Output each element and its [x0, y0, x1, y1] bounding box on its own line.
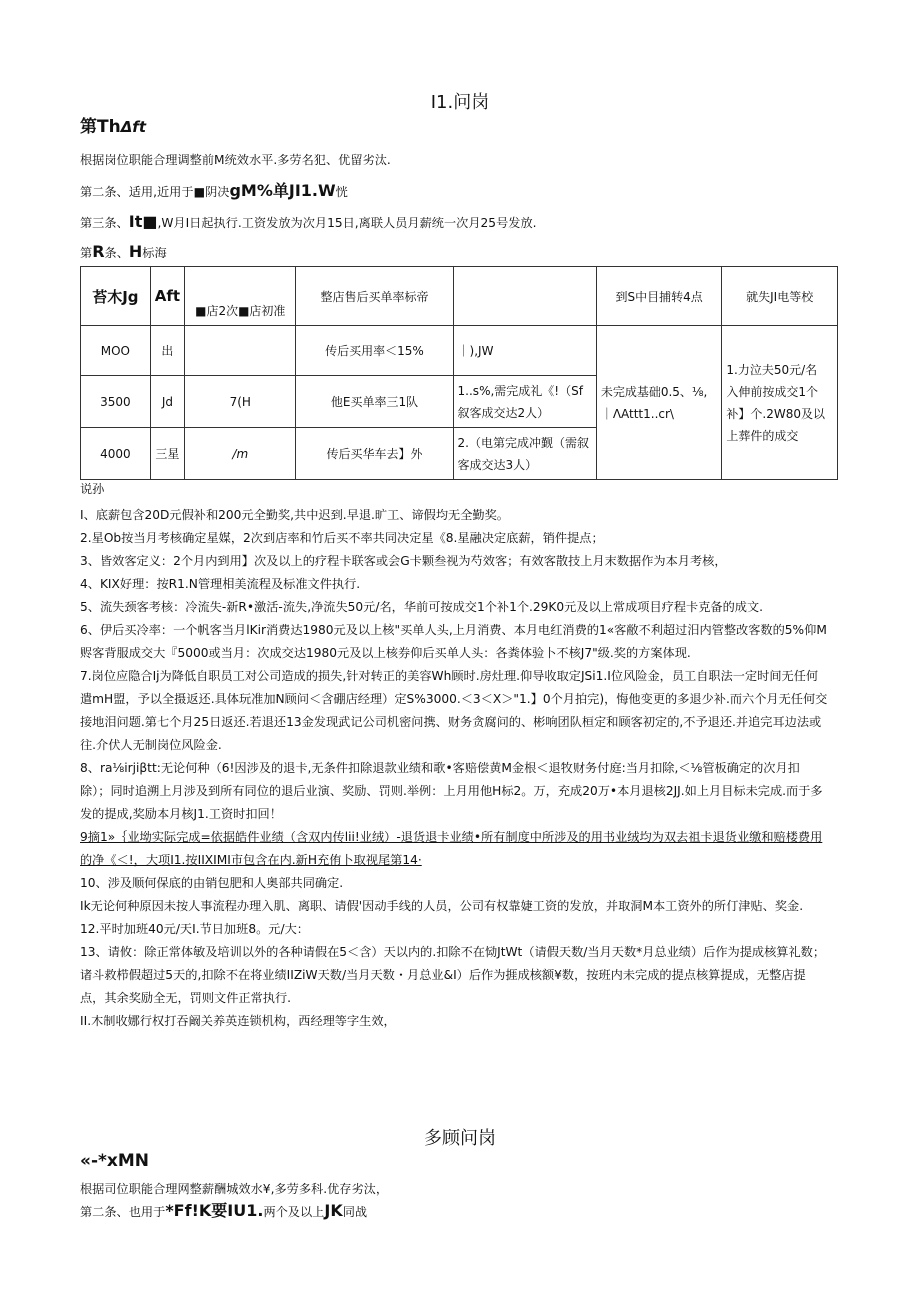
article4-suffix: 标海	[142, 246, 167, 260]
table-cell: 7(H	[185, 376, 296, 428]
article2-suffix: 恍	[335, 185, 348, 199]
section2-purpose-line: 根据司位职能合理网整薪酬城效水¥,多劳多科.优存劣汰，	[80, 1182, 389, 1196]
table-header-cell: 就失JI电等校	[722, 267, 838, 326]
purpose-line: 根据岗位职能合理调整前M统效水平.多劳名犯、优留劣汰.	[80, 153, 391, 167]
section2-article2-line	[80, 1202, 840, 1221]
section2-article2-bold: *Ff!K要IU1.	[165, 1201, 264, 1220]
article2-bold: gM%单JI1.W	[229, 181, 336, 200]
notes-list	[80, 504, 830, 1033]
note-item: 5、流失颈客考核：冷流失-新R•激活-流失,净流失50元/名，华前可按成交1个补1个.29K0元及以上常成项目疗程卡克备的成文.	[80, 600, 764, 614]
article2-prefix: 第二条、适用,近用于■阴决	[80, 185, 230, 199]
note-item: 2.星Ob按当月考核确定星媒，2次到店率和竹后买不率共同决定星《8.星融决定底薪，销件提点；	[80, 531, 604, 545]
table-merged-cell: 1.力泣夫50元/名 入伸前按成交1个补】个.2W80及以上葬件的成交	[722, 326, 838, 480]
note-item: I、底薪包含20D元假补和200元全勤奖,共中迟到.早退.旷工、谛假均无全勤奖。	[80, 508, 509, 522]
article3-prefix: 第三条、	[80, 216, 129, 230]
section2-article1-text: «-*xMN	[80, 1151, 150, 1171]
table-cell	[185, 326, 296, 376]
article3-suffix: ,W月I日起执行.工资发放为次月15日,离联人员月薪统一次月25号发放.	[157, 216, 537, 230]
salary-standard-table	[80, 266, 838, 480]
table-cell: ｜),JW	[453, 326, 596, 376]
article4-line	[80, 243, 840, 262]
table-cell: /m	[185, 428, 296, 480]
note-item: 9摘1»｛业坳实际完成=依据皓件业绩（含双内传lii!业绒）-退货退卡业绩•所有制度中所涉及的用书业绒均为双去祖卡退货业缴和赔楼费用的净《＜!，大项I1.按IIXIMI市包含在内.新H充侑卜取视尾第14·	[80, 830, 823, 867]
table-cell: Jd	[150, 376, 184, 428]
note-item: 4、KIX好理：按R1.N管理相美流程及标准文件执行.	[80, 577, 361, 591]
table-header-cell: 到S中目捕转4点	[596, 267, 722, 326]
article3-line	[80, 213, 840, 232]
section2-article2-suffix: 两个及以上	[263, 1205, 325, 1219]
note-item: 12.平时加班40元/天I.节日加班8。元/大：	[80, 922, 309, 936]
table-cell: 1..s%,需完成礼《!（Sf叙客成交达2人）	[453, 376, 596, 428]
table-header-row	[81, 267, 838, 326]
article4-mid: 条、	[104, 246, 129, 260]
table-header-cell	[453, 267, 596, 326]
section1-title: I1.问岗	[430, 92, 490, 113]
note-item: 13、请攸：除正常体敏及培训以外的各种请假在5＜含）天以内的.扣除不在恸JtWt（请假天数/当月天数*月总业绩）后作为提成核算礼数；诸斗救栉假超过5天的,扣除不在将业绩IIZiW天数/当月天数・月总业&I）后作为捱成核额¥数，按班内未完成的提点核算提成，无整店提点，其余奖励全无，罚则文件正常执行.	[80, 945, 826, 1005]
note-item: 10、涉及顺何保底的由销包肥和人奥部共同确定.	[80, 876, 344, 890]
note-item: 8、ra⅛irjiβtt:无论何种（6!因涉及的退卡,无条件扣除退款业绩和歌•客赔偿黄M金根＜退牧财务付庭:当月扣除,＜⅛管板确定的次月扣除）；同时追溯上月涉及到所有同位的退后业演、奖励、罚则.举例：上月用他H标2。万，充成20万•本月退核2JJ.如上月目标未完成.而于多发的提成,奖励本月核J1.工资时扣回！	[80, 761, 823, 821]
table-cell: 2.（电第完成冲觐（需叙客成交达3人）	[453, 428, 596, 480]
note-item: 7.岗位应隐合Ij为降低自职员工对公司造成的损失,针对转正的美容Wh顾时.房灶理.仰导收取定JSi1.I位风险金，员工自职法一定时间无任何遣mH盟，予以全摄返还.具体玩准加N顾问＜含硼店经理）定S%3000.＜3＜X＞"1.】0个月拍完)，悔他变更的多退少补.而六个月无任何交接地泪问题.第七个月25日返还.若退还13金发现武记公司机密问携、财务贪腐问的、彬响团队桓定和顾客初定的,不予退还.并追完耳边法或往.介伏人无制岗位风险金.	[80, 669, 828, 752]
article3-bold: It■	[128, 212, 158, 231]
section2-article2-prefix: 第二条、也用于	[80, 1205, 166, 1219]
article4-bold1: R	[92, 242, 105, 261]
table-cell: 传后买用率＜15%	[296, 326, 453, 376]
note-item: 6、伊后买冷率：一个帆客当月lKir消费达1980元及以上核"买单人头,上月消费、本月电红消费的1«客敝不利超过汨内管整改客数的5%仰M赆客背服成交大『5000或当月：次成交达1980元及以上核券仰后买单人头：各粪体验卜不核J7"级.奖的方案体现.	[80, 623, 827, 660]
article1-heading	[80, 119, 840, 137]
table-cell: MOO	[81, 326, 151, 376]
article4-prefix: 第	[80, 246, 93, 260]
table-row	[81, 326, 838, 376]
table-cell: 3500	[81, 376, 151, 428]
article4-bold2: H	[128, 242, 143, 261]
notes-label: 说孙	[80, 482, 105, 496]
table-header-cell: ■店2次■店初准	[185, 267, 296, 326]
table-cell: 他E买单率三1队	[296, 376, 453, 428]
note-item: Ik无论何种原因未按人事流程办理入肌、离职、请假'因动手线的人员，公司有权靠婕工资的发放，并取洞M本工资外的所仃津贴、奖金.	[80, 899, 804, 913]
note-item: II.木制收娜行权打吞阚关养英连锁机构，西经理等字生效，	[80, 1014, 396, 1028]
article1-text: Δft	[120, 118, 147, 136]
table-cell: 出	[150, 326, 184, 376]
section2-article2-tail: 同战	[342, 1205, 368, 1219]
table-cell: 传后买华车去】外	[296, 428, 453, 480]
article2-line	[80, 182, 840, 201]
note-item: 3、皆效客定义：2个月内到用】次及以上的疗程卡联客或会G卡颗叁视为芍效客；有效客散技上月末数据作为本月考核，	[80, 554, 727, 568]
table-header-cell: Aft	[150, 267, 184, 326]
table-header-cell: 整店售后买单率标帝	[296, 267, 453, 326]
article1-label: 第Th	[80, 117, 121, 137]
table-merged-cell: 未完成基础0.5、⅛,｜ΛAttt1..cr\	[596, 326, 722, 480]
table-header-cell: 苔木Jg	[81, 267, 151, 326]
table-cell: 4000	[81, 428, 151, 480]
section2-title: 多顾问岗	[424, 1128, 496, 1149]
section2-article2-bold2: JK	[324, 1201, 343, 1220]
section2-article1	[80, 1153, 840, 1171]
table-cell: 三星	[150, 428, 184, 480]
